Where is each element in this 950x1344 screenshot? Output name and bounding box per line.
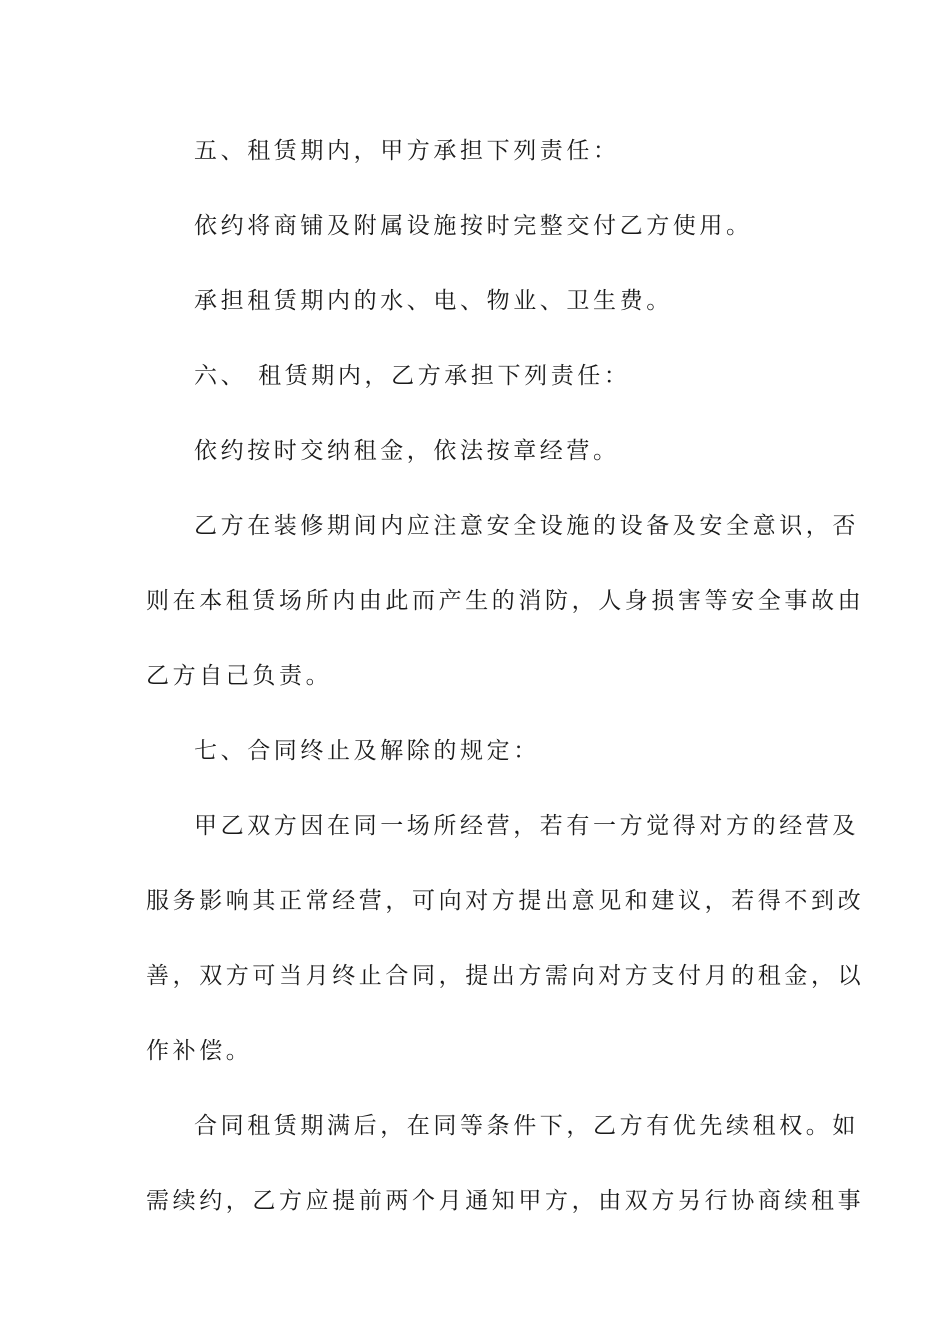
- party-b-safety-line-2: 则在本租赁场所内由此而产生的消防，人身损害等安全事故由: [146, 588, 865, 614]
- party-b-safety-line-3: 乙方自己负责。: [146, 663, 333, 689]
- termination-clause-line-4: 作补偿。: [146, 1038, 253, 1064]
- renewal-clause-line-1: 合同租赁期满后，在同等条件下，乙方有优先续租权。如: [194, 1113, 859, 1139]
- termination-clause-line-1: 甲乙双方因在同一场所经营，若有一方觉得对方的经营及: [194, 813, 859, 839]
- termination-clause-line-3: 善，双方可当月终止合同，提出方需向对方支付月的租金，以: [146, 963, 865, 989]
- renewal-clause-line-2: 需续约，乙方应提前两个月通知甲方，由双方另行协商续租事: [146, 1188, 865, 1214]
- section-seven-heading: 七、合同终止及解除的规定：: [194, 738, 540, 764]
- termination-clause-line-2: 服务影响其正常经营，可向对方提出意见和建议，若得不到改: [146, 888, 865, 914]
- party-a-duty-fees: 承担租赁期内的水、电、物业、卫生费。: [194, 288, 673, 314]
- party-b-safety-line-1: 乙方在装修期间内应注意安全设施的设备及安全意识，否: [194, 513, 859, 539]
- section-six-heading: 六、 租赁期内，乙方承担下列责任：: [194, 363, 631, 389]
- section-five-heading: 五、租赁期内，甲方承担下列责任：: [194, 138, 620, 164]
- party-a-duty-delivery: 依约将商铺及附属设施按时完整交付乙方使用。: [194, 213, 753, 239]
- party-b-duty-rent: 依约按时交纳租金，依法按章经营。: [194, 438, 620, 464]
